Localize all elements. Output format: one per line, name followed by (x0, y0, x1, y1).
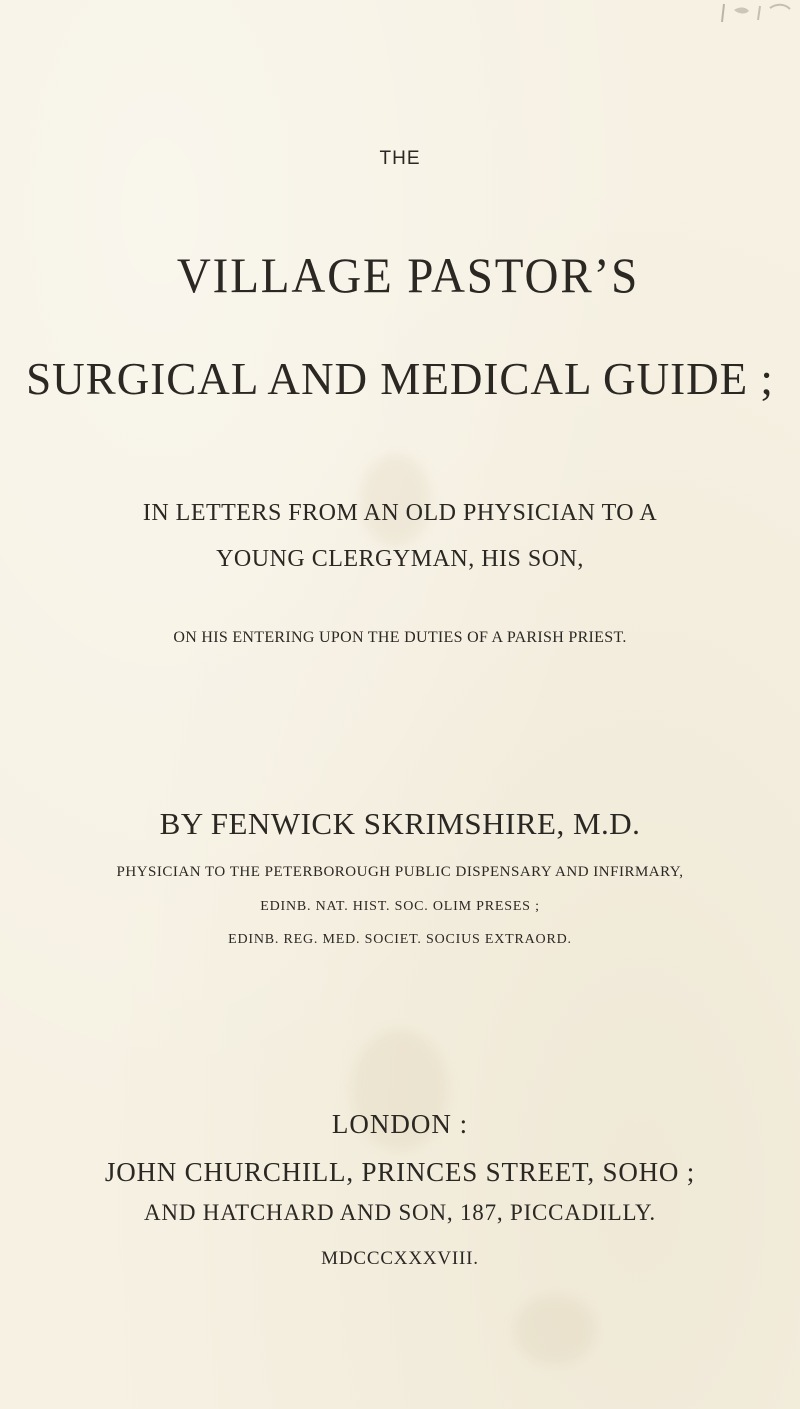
publication-date: MDCCCXXXVIII. (321, 1248, 479, 1269)
author-credential-2: EDINB. NAT. HIST. SOC. OLIM PRESES ; (260, 899, 540, 914)
publisher-line-1: JOHN CHURCHILL, PRINCES STREET, SOHO ; (104, 1157, 696, 1187)
publisher-line-2: AND HATCHARD AND SON, 187, PICCADILLY. (144, 1200, 656, 1225)
subtitle-line-3: ON HIS ENTERING UPON THE DUTIES OF A PARISH PRIEST. (173, 629, 627, 646)
author-line: BY FENWICK SKRIMSHIRE, M.D. (159, 806, 641, 841)
paper-stain (515, 1295, 595, 1365)
author-credential-1: PHYSICIAN TO THE PETERBOROUGH PUBLIC DISPENSARY AND INFIRMARY, (116, 864, 684, 880)
corner-pencil-mark (712, 0, 792, 26)
subtitle-line-2: YOUNG CLERGYMAN, HIS SON, (216, 546, 584, 572)
subtitle-line-1: IN LETTERS FROM AN OLD PHYSICIAN TO A (142, 500, 658, 526)
publication-place: LONDON : (331, 1109, 469, 1139)
title-prefix: THE (379, 148, 421, 169)
main-title-line-1: VILLAGE PASTOR’S (176, 247, 640, 303)
main-title-line-2: SURGICAL AND MEDICAL GUIDE ; (26, 353, 774, 404)
author-credential-3: EDINB. REG. MED. SOCIET. SOCIUS EXTRAORD. (228, 932, 572, 947)
